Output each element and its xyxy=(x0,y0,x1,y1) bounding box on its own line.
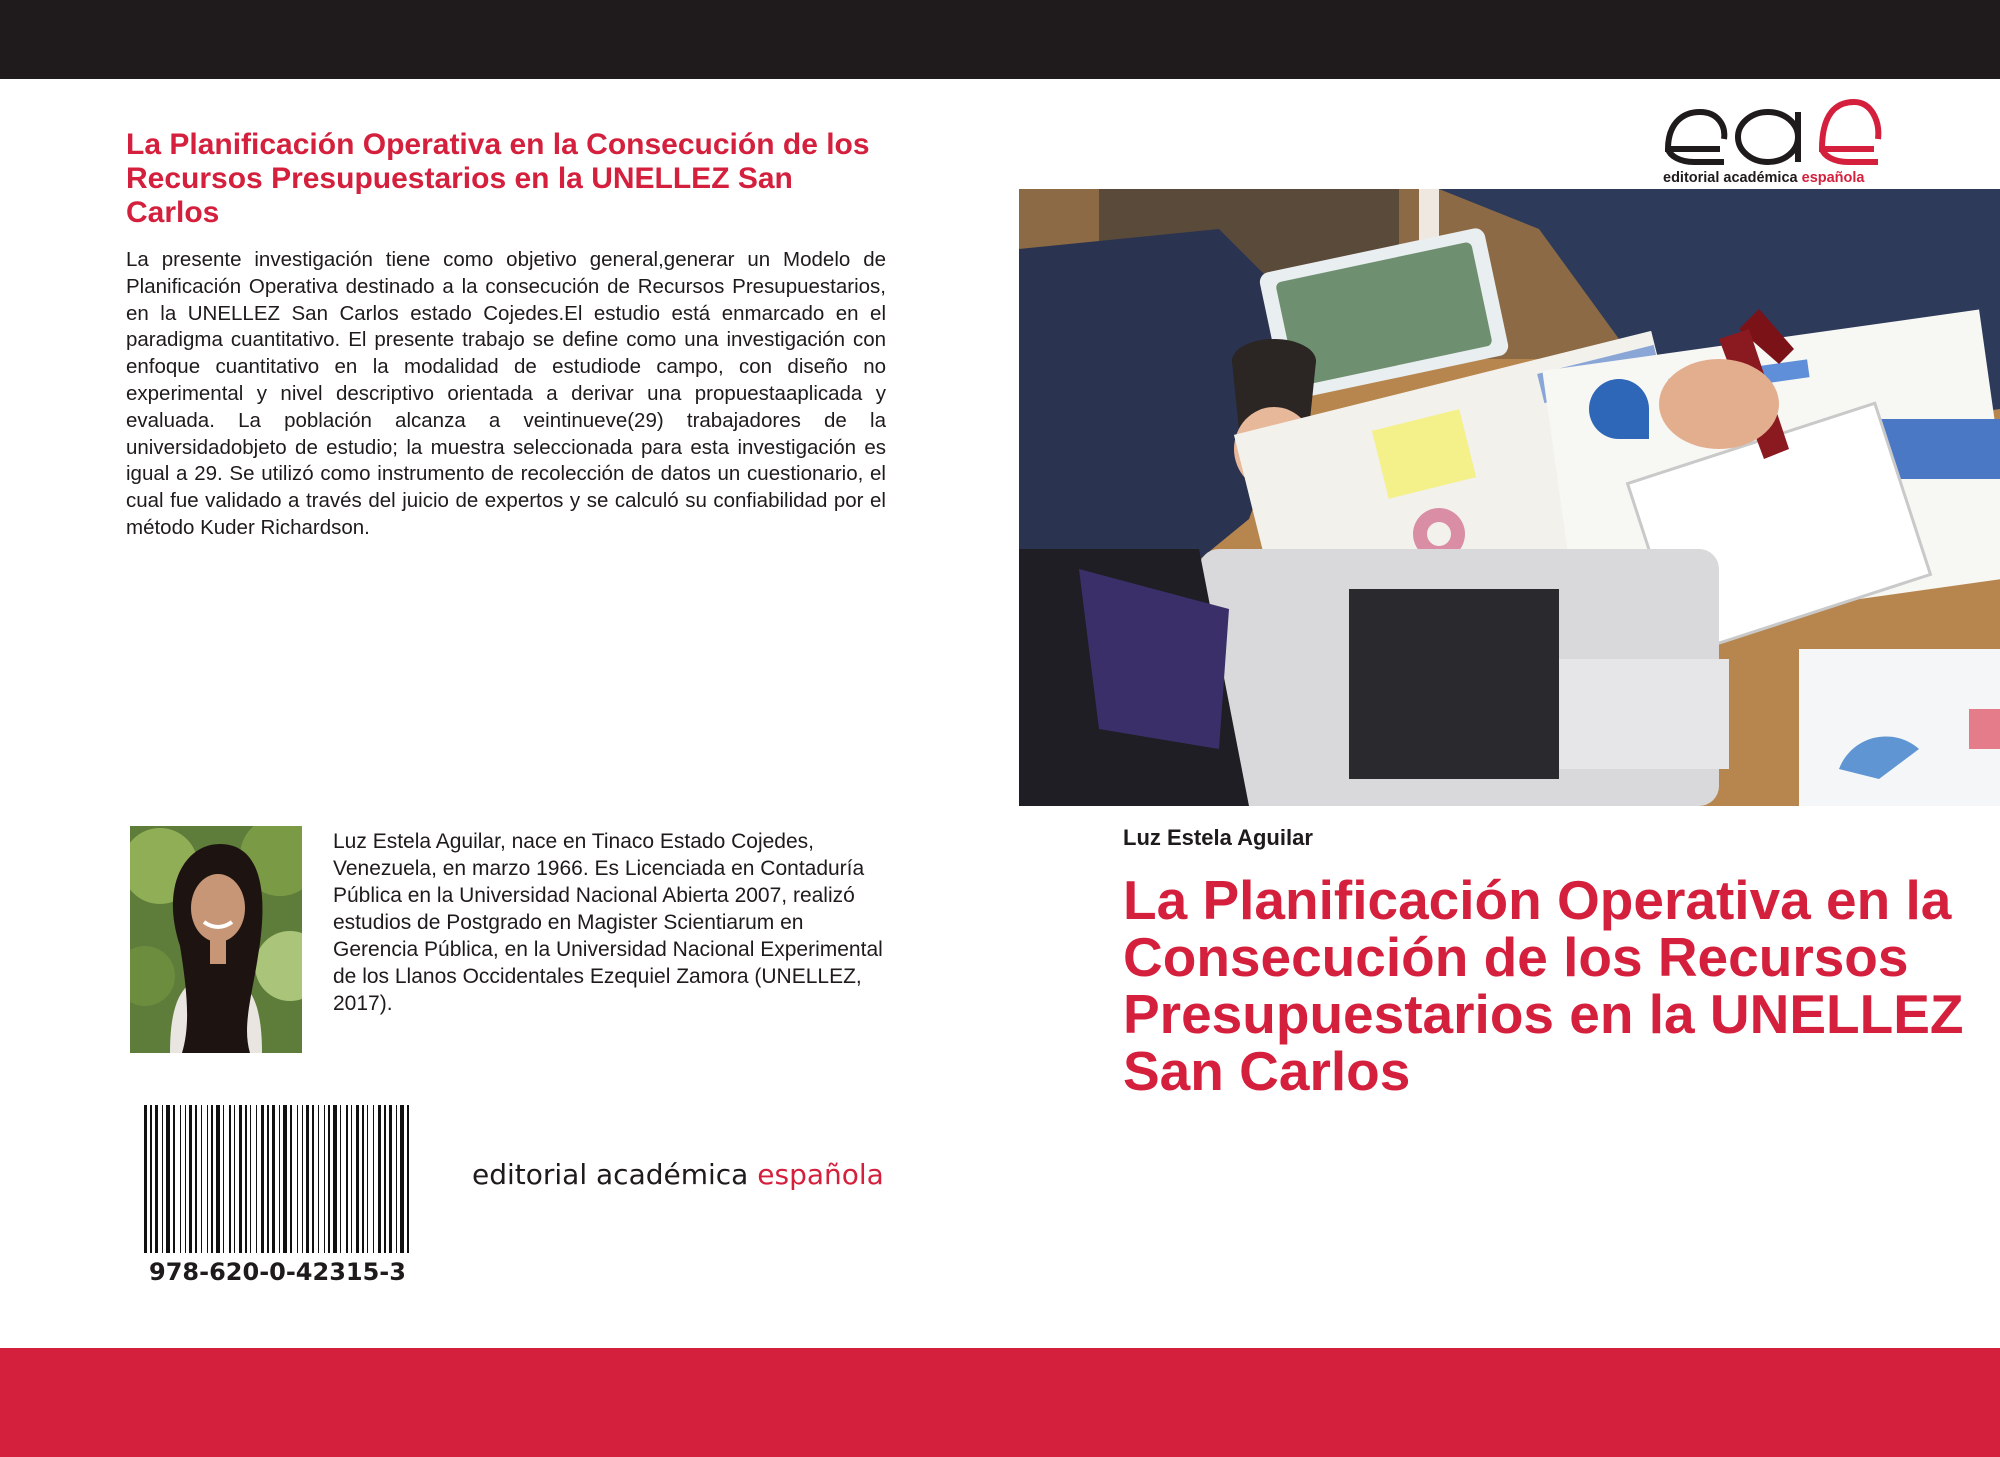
barcode-bar xyxy=(346,1105,348,1253)
barcode-bar xyxy=(144,1105,147,1253)
barcode-bar xyxy=(328,1105,330,1253)
barcode-bar xyxy=(234,1105,235,1253)
barcode-bar xyxy=(333,1105,337,1253)
logo-text-main: editorial académica xyxy=(1663,170,1802,186)
back-publisher-accent: española xyxy=(757,1158,884,1191)
barcode-bar xyxy=(351,1105,352,1253)
cover-photo xyxy=(1019,189,2000,806)
barcode-bar xyxy=(201,1105,202,1253)
isbn-number: 978-620-0-42315-3 xyxy=(149,1258,406,1286)
barcode-bar xyxy=(250,1105,251,1253)
barcode-bar xyxy=(400,1105,404,1253)
barcode xyxy=(140,1105,415,1285)
barcode-bar xyxy=(312,1105,314,1253)
barcode-bar xyxy=(185,1105,186,1253)
bottom-band xyxy=(0,1348,2000,1457)
barcode-bar xyxy=(195,1105,197,1253)
front-title: La Planificación Operativa en la Consecución de los Recursos Presupuestarios en la UNELLEZ San Carlos xyxy=(1123,869,1964,1102)
barcode-bar xyxy=(180,1105,181,1253)
barcode-bar xyxy=(239,1105,242,1253)
barcode-bar xyxy=(256,1105,257,1253)
barcode-bar xyxy=(155,1105,158,1253)
barcode-bar xyxy=(306,1105,309,1253)
barcode-bar xyxy=(362,1105,364,1253)
top-band xyxy=(0,0,2000,79)
author-bio: Luz Estela Aguilar, nace en Tinaco Estado Cojedes, Venezuela, en marzo 1966. Es Licenciada en Contaduría Pública en la Universidad Nacional Abierta 2007, realizó estudios de Postgrado en Magister Scientiarum en Gerencia Pública, en la Universidad Nacional Experimental de los Llanos Occidentales Ezequiel Zamora (UNELLEZ, 2017). xyxy=(333,830,883,1015)
logo-text-accent: española xyxy=(1801,170,1865,186)
barcode-bar xyxy=(189,1105,192,1253)
barcode-bar xyxy=(340,1105,341,1253)
barcode-bar xyxy=(229,1105,231,1253)
barcode-bar xyxy=(407,1105,409,1253)
barcode-bar xyxy=(207,1105,208,1253)
barcode-bar xyxy=(267,1105,269,1253)
publisher-logo-text xyxy=(1663,170,1864,186)
barcode-bar xyxy=(223,1105,224,1253)
barcode-bar xyxy=(290,1105,292,1253)
barcode-bar xyxy=(318,1105,319,1253)
back-cover-title: La Planificación Operativa en la Consecución de los Recursos Presupuestarios en la UNELLEZ San Carlos xyxy=(126,128,870,229)
barcode-bar xyxy=(166,1105,170,1253)
barcode-bar xyxy=(279,1105,280,1253)
barcode-bar xyxy=(378,1105,381,1253)
barcode-bar xyxy=(302,1105,303,1253)
barcode-bar xyxy=(173,1105,175,1253)
barcode-bar xyxy=(211,1105,213,1253)
back-publisher-main: editorial académica xyxy=(472,1158,758,1191)
back-publisher-name xyxy=(472,1158,884,1191)
barcode-bar xyxy=(367,1105,368,1253)
barcode-bar xyxy=(396,1105,397,1253)
barcode-bar xyxy=(272,1105,275,1253)
barcode-bar xyxy=(150,1105,152,1253)
barcode-bar xyxy=(216,1105,220,1253)
barcode-bar xyxy=(283,1105,287,1253)
author-photo xyxy=(130,826,302,1053)
barcode-bar xyxy=(324,1105,325,1253)
abstract-text: La presente investigación tiene como objetivo general,generar un Modelo de Planificación Operativa destinado a la consecución de Recursos Presupuestarios, en la UNELLEZ San Carlos estado Cojedes.El estudio está enmarcado en el paradigma cuantitativo. El presente trabajo se define como una investigación con enfoque cuantitativo en la modalidad de estudiode campo, con diseño no experimental y nivel descriptivo orientada a derivar una propuestaaplicada y evaluada. La población alcanza a veintinueve(29) trabajadores de la universidadobjeto de estudio; la muestra seleccionada para esta investigación es igual a 29. Se utilizó como instrumento de recolección de datos un cuestionario, el cual fue validado a través del juicio de expertos y se calculó su confiabilidad por el método Kuder Richardson. xyxy=(126,248,886,539)
barcode-bar xyxy=(261,1105,264,1253)
barcode-bar xyxy=(384,1105,386,1253)
front-author-name: Luz Estela Aguilar xyxy=(1123,825,1313,850)
barcode-bar xyxy=(245,1105,247,1253)
barcode-bar xyxy=(356,1105,359,1253)
barcode-bar xyxy=(297,1105,298,1253)
barcode-bar xyxy=(389,1105,392,1253)
barcode-bar xyxy=(162,1105,163,1253)
barcode-bar xyxy=(373,1105,374,1253)
